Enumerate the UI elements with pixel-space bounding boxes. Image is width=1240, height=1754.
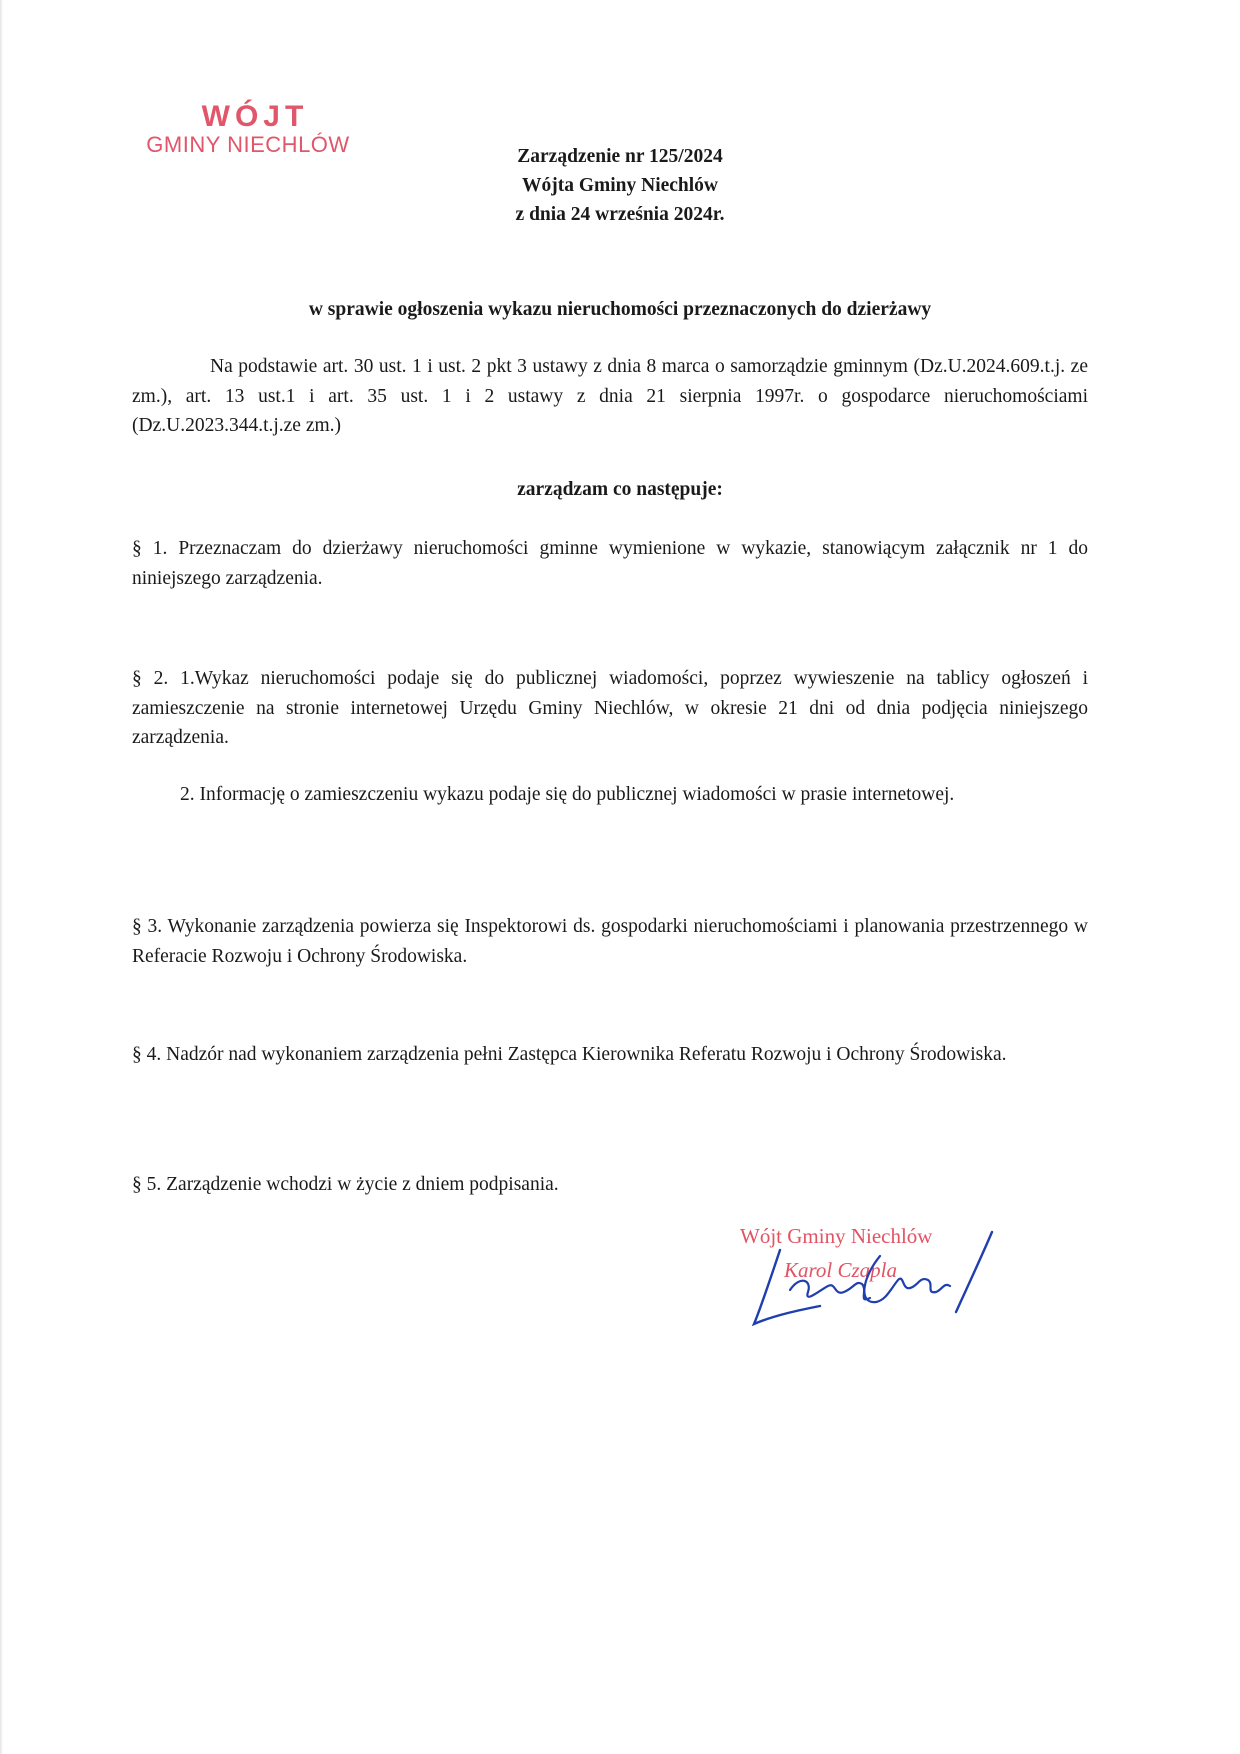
section-5: § 5. Zarządzenie wchodzi w życie z dniem podpisania. [132, 1174, 559, 1195]
scan-edge [0, 0, 3, 1754]
section-4: § 4. Nadzór nad wykonaniem zarządzenia pełni Zastępca Kierownika Referatu Rozwoju i Ochrony Środowiska. [132, 1044, 1007, 1065]
section-3: § 3. Wykonanie zarządzenia powierza się Inspektorowi ds. gospodarki nieruchomościami i planowania przestrzennego w Referacie Rozwoju i Ochrony Środowiska. [132, 916, 1088, 967]
stamp-line-1: WÓJT [201, 100, 309, 133]
decree-number: Zarządzenie nr 125/2024 [517, 146, 723, 167]
section-1: § 1. Przeznaczam do dzierżawy nieruchomości gminne wymienione w wykazie, stanowiącym załącznik nr 1 do niniejszego zarządzenia. [132, 538, 1088, 589]
signature-block [730, 1220, 1010, 1330]
office-stamp [128, 102, 368, 158]
handwritten-signature [730, 1220, 1010, 1330]
stamp-line-2: GMINY NIECHLÓW [146, 132, 350, 157]
section-2-point-1: § 2. 1.Wykaz nieruchomości podaje się do publicznej wiadomości, poprzez wywieszenie na tablicy ogłoszeń i zamieszczenie na stronie internetowej Urzędu Gminy Niechlów, w okresie 21 dni od dnia podjęcia niniejszego zarządzenia. [132, 668, 1088, 748]
document-header [440, 142, 800, 229]
decree-date: z dnia 24 września 2024r. [515, 204, 725, 225]
signature-stamp-title: Wójt Gminy Niechlów [740, 1224, 933, 1248]
decree-statement: zarządzam co następuje: [517, 479, 723, 500]
signature-stamp-name: Karol Czapla [784, 1258, 897, 1282]
section-2-point-2: 2. Informację o zamieszczeniu wykazu podaje się do publicznej wiadomości w prasie internetowej. [180, 784, 955, 805]
legal-basis: Na podstawie art. 30 ust. 1 i ust. 2 pkt 3 ustawy z dnia 8 marca o samorządzie gminnym (Dz.U.2024.609.t.j. ze zm.), art. 13 ust.1 i art. 35 ust. 1 i 2 ustawy z dnia 21 sierpnia 1997r. o gospodarce nieruchomościami (Dz.U.2023.344.t.j.ze zm.) [132, 356, 1088, 436]
issuer: Wójta Gminy Niechlów [521, 175, 719, 196]
decree-subject: w sprawie ogłoszenia wykazu nieruchomości przeznaczonych do dzierżawy [308, 299, 932, 320]
